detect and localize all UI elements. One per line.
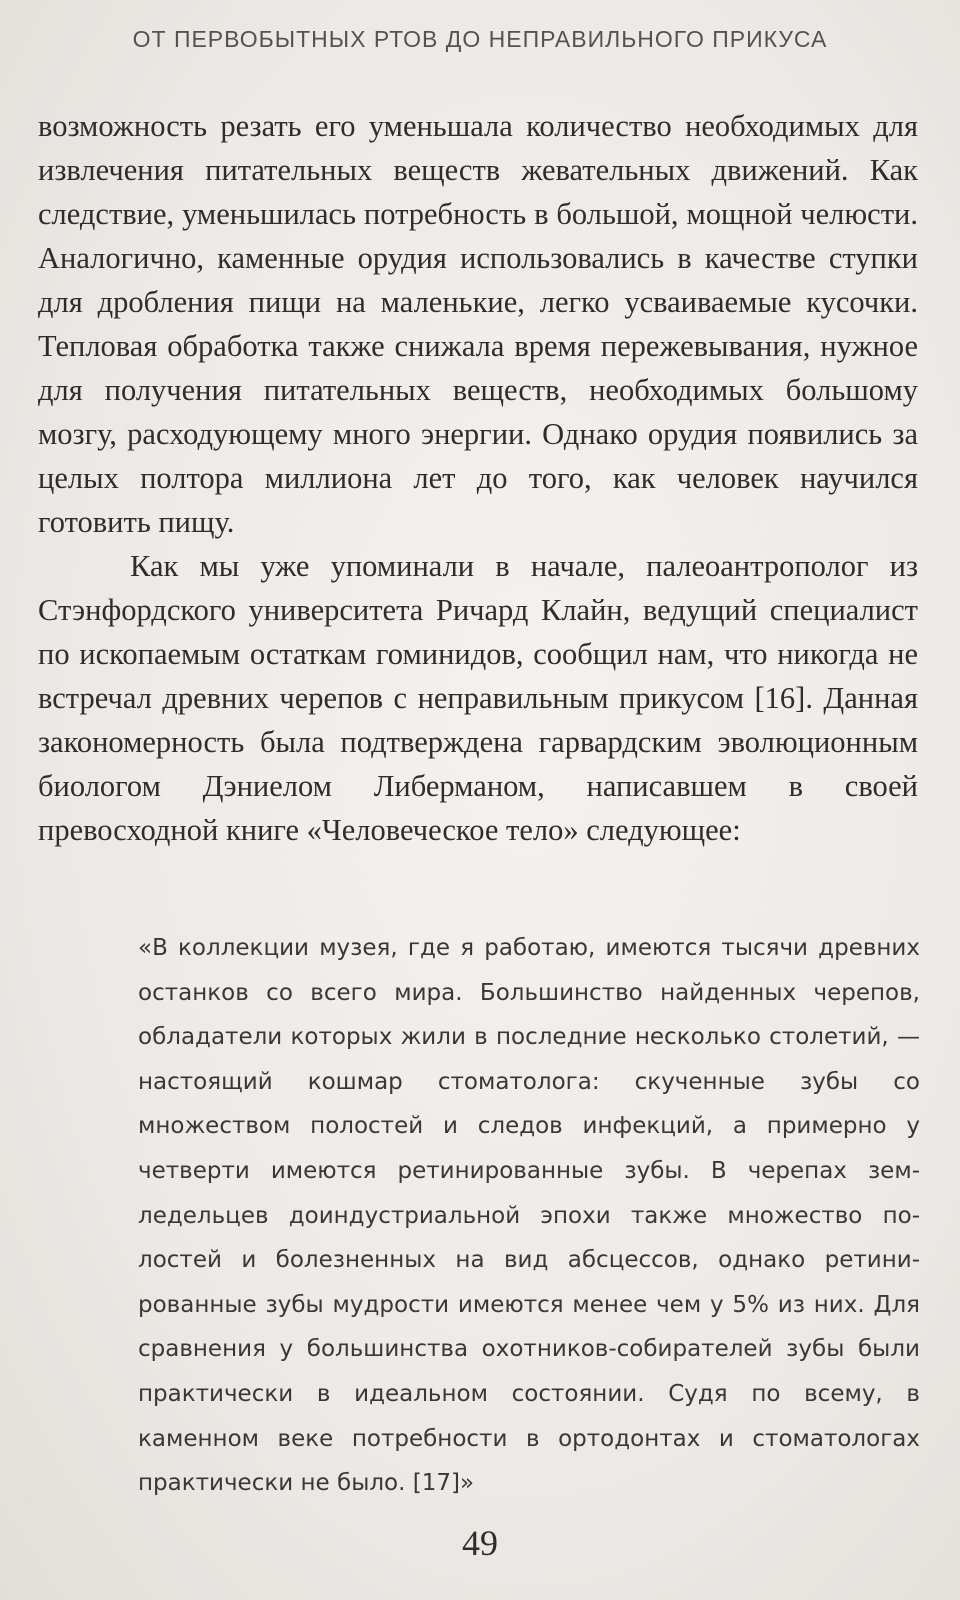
- quote-text: «В коллекции музея, где я работаю, имеются тысячи древних останков со всего мира. Большинство найденных черепов, обладатели которых жили в последние несколько столетий, — настоящий кошмар стоматолога: скученные зубы со множеством полостей и следов инфекций, а примерно у четверти имеются ретинированные зубы. В черепах земледельцев доиндустриальной эпохи также множество полостей и болезненных на вид абсцессов, однако ретинированные зубы мудрости имеются менее чем у 5% из них. Для сравнения у большинства охотников-собирателей зубы были практически в идеальном состоянии. Судя по всему, в каменном веке потребности в ортодонтах и стоматологах практически не было. [17]»: [138, 935, 920, 1497]
- paragraph-2: Как мы уже упоминали в начале, палеоантрополог из Стэнфордского университета Ричард Клайн, ведущий специалист по ископаемым остаткам гоминидов, сообщил нам, что никогда не встречал древних черепов с неправильным прикусом [16]. Данная закономерность была подтверждена гарвардским эволюционным биологом Дэниелом Либерманом, написавшем в своей превосходной книге «Человеческое тело» следующее:: [38, 549, 918, 847]
- running-header: ОТ ПЕРВОБЫТНЫХ РТОВ ДО НЕПРАВИЛЬНОГО ПРИКУСА: [132, 26, 828, 52]
- page-number: 49: [462, 1523, 498, 1563]
- paragraph-1: возможность резать его уменьшала количество необходимых для извлечения питательных веществ жевательных движений. Как следствие, уменьшилась потребность в большой, мощной челюсти. Аналогично, каменные орудия использовались в качестве ступки для дробления пищи на маленькие, легко усваиваемые кусочки. Тепловая обработка также снижала время пережевывания, нужное для получения питательных веществ, необходимых большому мозгу, расходующему много энергии. Однако орудия появились за целых полтора миллиона лет до того, как человек научился готовить пищу.: [38, 109, 918, 539]
- block-quote: [138, 926, 920, 1506]
- body-text: [38, 104, 918, 852]
